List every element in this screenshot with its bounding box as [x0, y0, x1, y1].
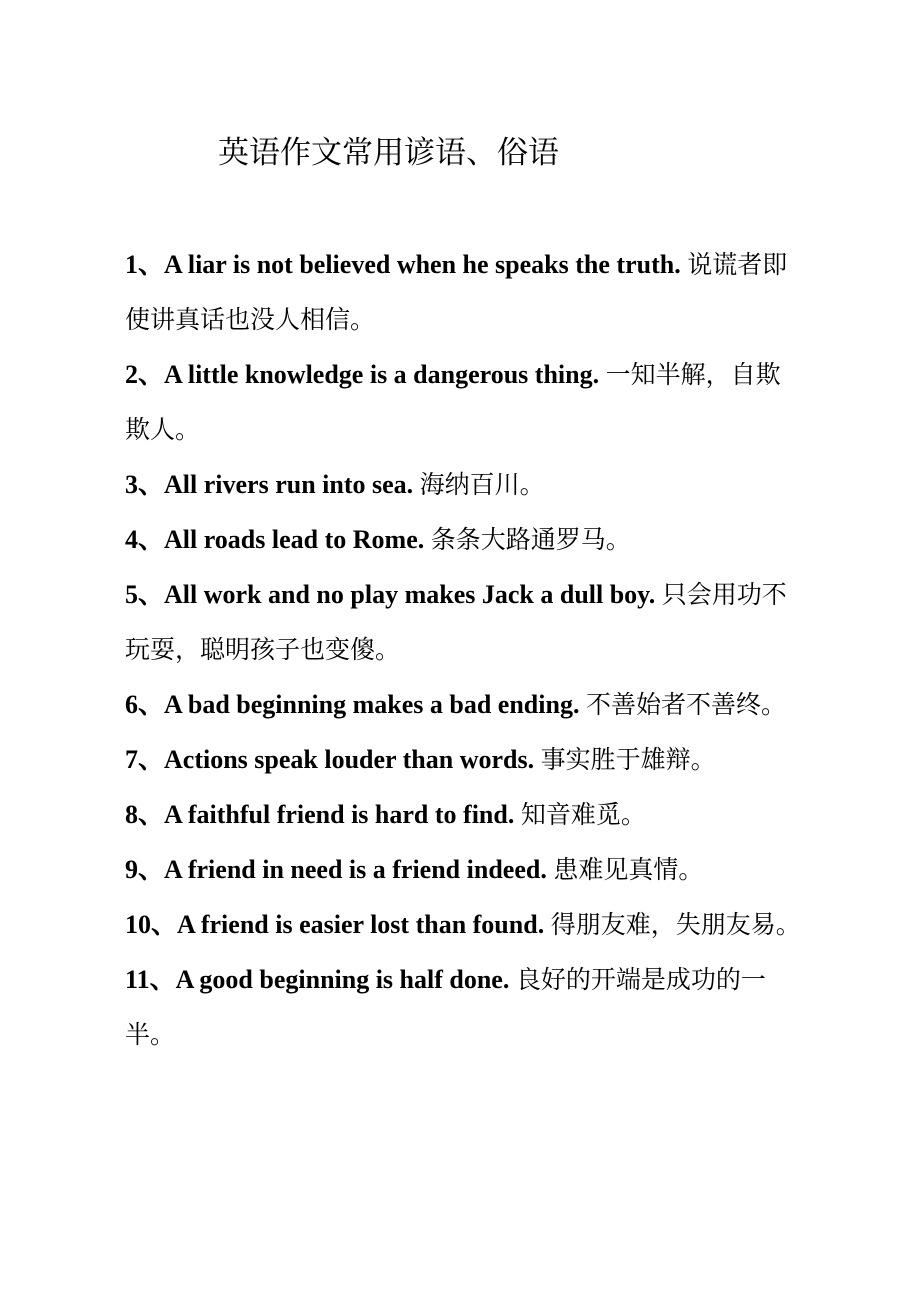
proverb-item — [125, 732, 805, 787]
proverb-item — [125, 677, 805, 732]
proverb-number: 6、 — [125, 690, 165, 719]
proverb-number: 9、 — [125, 855, 165, 884]
proverb-number: 5、 — [125, 580, 165, 609]
proverb-english: All rivers run into sea. — [164, 470, 414, 499]
proverb-number: 7、 — [125, 745, 165, 774]
proverb-chinese: 不善始者不善终。 — [585, 690, 786, 719]
proverb-chinese: 只会用功不玩耍，聪明孩子也变傻。 — [125, 580, 787, 664]
proverb-item — [125, 952, 805, 1062]
proverb-chinese: 海纳百川。 — [419, 470, 545, 499]
proverb-item — [125, 842, 805, 897]
proverb-item — [125, 567, 805, 677]
document-title: 英语作文常用谚语、俗语 — [218, 135, 559, 171]
proverb-number: 8、 — [125, 800, 165, 829]
proverb-english: A friend in need is a friend indeed. — [164, 855, 547, 884]
proverb-english: All work and no play makes Jack a dull boy. — [164, 580, 656, 609]
proverb-item — [125, 347, 805, 457]
proverb-english: A faithful friend is hard to find. — [164, 800, 515, 829]
proverb-chinese: 得朋友难，失朋友易。 — [550, 910, 801, 939]
proverb-number: 11、 — [125, 965, 176, 994]
proverb-number: 10、 — [125, 910, 178, 939]
proverb-number: 1、 — [125, 250, 165, 279]
proverb-english: A bad beginning makes a bad ending. — [164, 690, 580, 719]
proverb-english: A liar is not believed when he speaks the truth. — [164, 250, 681, 279]
proverb-english: All roads lead to Rome. — [164, 525, 425, 554]
proverb-chinese: 良好的开端是成功的一半。 — [125, 965, 766, 1049]
proverb-chinese: 说谎者即使讲真话也没人相信。 — [125, 250, 788, 334]
proverb-chinese: 事实胜于雄辩。 — [540, 745, 716, 774]
proverb-chinese: 一知半解，自欺欺人。 — [125, 360, 781, 444]
proverb-english: Actions speak louder than words. — [164, 745, 535, 774]
proverb-english: A friend is easier lost than found. — [177, 910, 545, 939]
proverb-english: A little knowledge is a dangerous thing. — [164, 360, 600, 389]
proverb-item — [125, 457, 805, 512]
proverb-item — [125, 787, 805, 842]
proverb-number: 4、 — [125, 525, 165, 554]
proverb-item — [125, 237, 805, 347]
proverb-chinese: 知音难觅。 — [520, 800, 646, 829]
proverb-chinese: 条条大路通罗马。 — [430, 525, 631, 554]
proverb-number: 2、 — [125, 360, 165, 389]
proverb-chinese: 患难见真情。 — [553, 855, 704, 884]
proverb-english: A good beginning is half done. — [175, 965, 510, 994]
proverb-list — [125, 237, 805, 1062]
proverb-item — [125, 512, 805, 567]
proverb-number: 3、 — [125, 470, 165, 499]
proverb-item — [125, 897, 805, 952]
